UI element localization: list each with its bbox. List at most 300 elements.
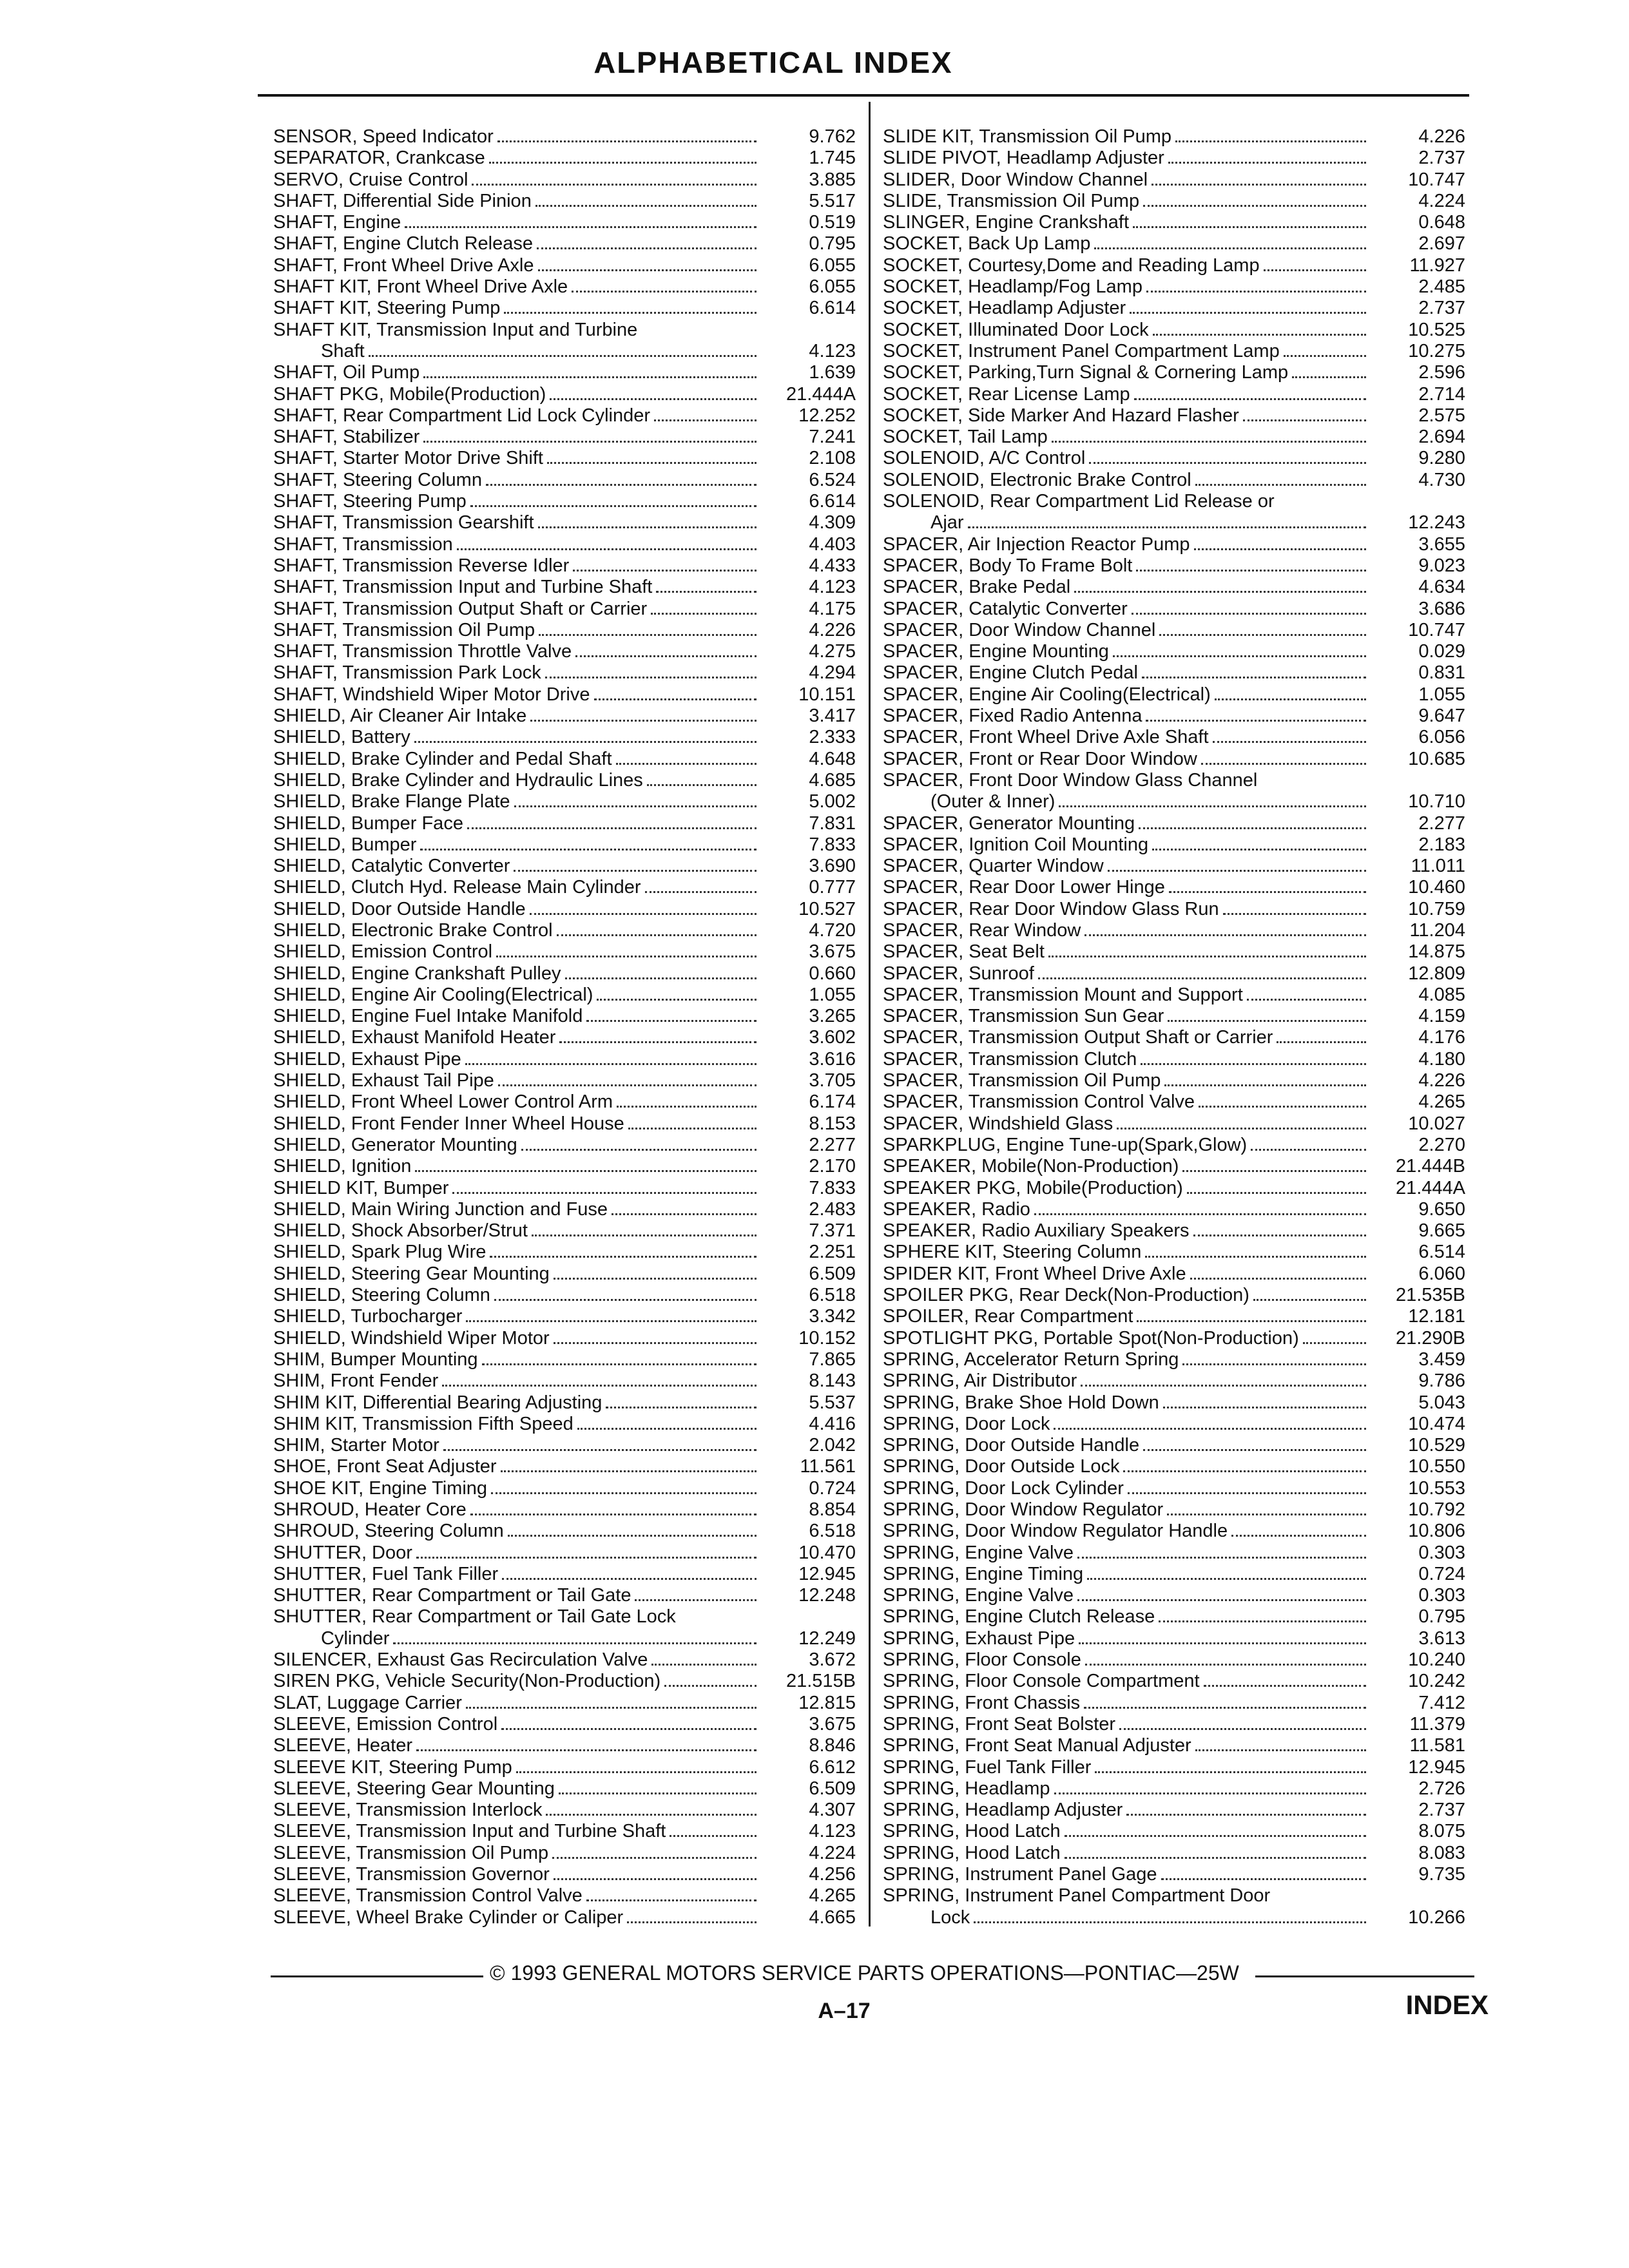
entry-reference-number: 9.650 bbox=[1418, 1198, 1465, 1220]
index-entry bbox=[883, 384, 1465, 405]
dot-leader bbox=[1087, 1578, 1366, 1580]
entry-reference-number: 2.737 bbox=[1418, 298, 1465, 319]
entry-name: SPRING, Fuel Tank Filler bbox=[883, 1756, 1092, 1778]
entry-name: SHIELD, Shock Absorber/Strut bbox=[273, 1220, 528, 1242]
entry-name: SHAFT, Oil Pump bbox=[273, 362, 420, 383]
dot-leader bbox=[1119, 1728, 1366, 1730]
entry-reference-number: 10.792 bbox=[1408, 1499, 1465, 1520]
entry-reference-number: 2.714 bbox=[1418, 383, 1465, 405]
dot-leader bbox=[550, 398, 757, 400]
entry-reference-number: 7.833 bbox=[809, 834, 856, 855]
entry-reference-number: 12.815 bbox=[798, 1692, 856, 1713]
entry-name: SHIELD, Electronic Brake Control bbox=[273, 919, 553, 941]
entry-reference-number: 3.675 bbox=[809, 1713, 856, 1735]
entry-name: SPRING, Door Window Regulator Handle bbox=[883, 1521, 1228, 1542]
index-entry bbox=[273, 148, 856, 169]
entry-name: SPEAKER, Radio Auxiliary Speakers bbox=[883, 1220, 1190, 1242]
entry-reference-number: 2.277 bbox=[809, 1134, 856, 1155]
index-entry bbox=[883, 941, 1465, 963]
entry-name: SPACER, Catalytic Converter bbox=[883, 598, 1128, 619]
entry-reference-number: 5.537 bbox=[809, 1392, 856, 1413]
entry-name: SHIELD, Turbocharger bbox=[273, 1306, 463, 1327]
index-entry bbox=[883, 856, 1465, 877]
entry-reference-number: 8.075 bbox=[1418, 1821, 1465, 1842]
entry-name: SHIELD, Brake Cylinder and Pedal Shaft bbox=[273, 748, 612, 769]
entry-reference-number: 6.518 bbox=[809, 1521, 856, 1542]
index-entry bbox=[883, 963, 1465, 985]
entry-reference-number: 6.060 bbox=[1418, 1263, 1465, 1284]
entry-name: SHIELD, Front Wheel Lower Control Arm bbox=[273, 1091, 613, 1113]
entry-reference-number: 10.529 bbox=[1408, 1435, 1465, 1456]
dot-leader bbox=[1094, 247, 1366, 249]
entry-reference-number: 12.249 bbox=[798, 1628, 856, 1649]
entry-reference-number: 0.777 bbox=[809, 877, 856, 898]
dot-leader bbox=[1077, 1599, 1366, 1601]
entry-reference-number: 6.056 bbox=[1418, 727, 1465, 748]
entry-reference-number: 2.251 bbox=[809, 1242, 856, 1263]
entry-name: SPRING, Door Lock Cylinder bbox=[883, 1477, 1124, 1499]
entry-reference-number: 6.614 bbox=[809, 298, 856, 319]
index-entry bbox=[883, 1456, 1465, 1477]
entry-name: SHAFT KIT, Steering Pump bbox=[273, 298, 501, 319]
entry-name: SHIELD, Steering Column bbox=[273, 1285, 490, 1306]
dot-leader bbox=[539, 634, 757, 636]
dot-leader bbox=[546, 1814, 757, 1816]
dot-leader bbox=[1182, 1170, 1366, 1172]
dot-leader bbox=[1243, 419, 1366, 421]
dot-leader bbox=[1077, 1557, 1366, 1559]
entry-reference-number: 8.846 bbox=[809, 1735, 856, 1756]
entry-name: SHOE KIT, Engine Timing bbox=[273, 1477, 488, 1499]
entry-name: SHAFT, Transmission Output Shaft or Carrier bbox=[273, 598, 648, 619]
index-entry bbox=[883, 1135, 1465, 1156]
index-entry bbox=[273, 1285, 856, 1306]
entry-name: SPRING, Front Seat Bolster bbox=[883, 1713, 1116, 1735]
index-entry bbox=[883, 555, 1465, 577]
dot-leader bbox=[1143, 205, 1366, 207]
entry-reference-number: 21.444A bbox=[1395, 1177, 1465, 1198]
entry-reference-number: 12.248 bbox=[798, 1585, 856, 1606]
dot-leader bbox=[647, 784, 757, 786]
dot-leader bbox=[405, 226, 757, 228]
index-entry bbox=[883, 1671, 1465, 1692]
dot-leader bbox=[1175, 140, 1366, 142]
entry-reference-number: 9.735 bbox=[1418, 1864, 1465, 1885]
entry-name: SHIELD, Main Wiring Junction and Fuse bbox=[273, 1198, 608, 1220]
entry-name: SHAFT KIT, Transmission Input and Turbine bbox=[273, 319, 638, 340]
entry-name: SHAFT, Transmission Park Lock bbox=[273, 662, 541, 684]
entry-reference-number: 10.027 bbox=[1408, 1113, 1465, 1134]
entry-name: SHAFT, Engine Clutch Release bbox=[273, 233, 533, 255]
entry-reference-number: 0.660 bbox=[809, 963, 856, 984]
entry-name: SHUTTER, Door bbox=[273, 1542, 412, 1563]
index-entry bbox=[273, 491, 856, 512]
entry-name: SPEAKER PKG, Mobile(Production) bbox=[883, 1177, 1183, 1198]
entry-name: SPRING, Hood Latch bbox=[883, 1842, 1061, 1863]
index-entry bbox=[273, 1414, 856, 1435]
entry-name: SHIELD, Bumper bbox=[273, 834, 417, 855]
dot-leader bbox=[508, 1535, 757, 1537]
footer-rule-right bbox=[1255, 1975, 1474, 1977]
entry-name: SOCKET, Rear License Lamp bbox=[883, 383, 1130, 405]
entry-reference-number: 11.561 bbox=[800, 1456, 856, 1477]
dot-leader bbox=[443, 1449, 757, 1451]
dot-leader bbox=[1123, 1470, 1366, 1472]
entry-name: SPRING, Instrument Panel Compartment Door bbox=[883, 1885, 1271, 1907]
dot-leader bbox=[627, 1921, 757, 1923]
dot-leader bbox=[616, 763, 757, 765]
index-entry bbox=[883, 1006, 1465, 1027]
dot-leader bbox=[1113, 655, 1366, 657]
dot-leader bbox=[1146, 720, 1366, 722]
entry-reference-number: 10.550 bbox=[1408, 1456, 1465, 1477]
entry-name: SHIELD, Exhaust Tail Pipe bbox=[273, 1070, 494, 1091]
index-entry bbox=[273, 405, 856, 427]
entry-name: SPACER, Seat Belt bbox=[883, 941, 1045, 963]
entry-name: SHAFT, Transmission Reverse Idler bbox=[273, 555, 570, 576]
entry-reference-number: 4.685 bbox=[809, 769, 856, 791]
dot-leader bbox=[532, 1235, 757, 1236]
dot-leader bbox=[442, 1385, 757, 1387]
dot-leader bbox=[1142, 677, 1366, 678]
entry-reference-number: 21.515B bbox=[786, 1671, 856, 1692]
dot-leader bbox=[1136, 570, 1366, 572]
entry-reference-number: 9.280 bbox=[1418, 448, 1465, 469]
entry-reference-number: 2.483 bbox=[809, 1198, 856, 1220]
entry-name: SHIM KIT, Differential Bearing Adjusting bbox=[273, 1392, 602, 1413]
index-entry bbox=[273, 1220, 856, 1242]
entry-name: SHIELD, Spark Plug Wire bbox=[273, 1242, 487, 1263]
entry-reference-number: 2.726 bbox=[1418, 1778, 1465, 1799]
entry-name: SPACER, Transmission Clutch bbox=[883, 1048, 1137, 1070]
entry-name: SOCKET, Back Up Lamp bbox=[883, 233, 1091, 255]
index-entry bbox=[883, 1714, 1465, 1735]
dot-leader bbox=[1247, 999, 1366, 1001]
entry-reference-number: 11.204 bbox=[1409, 919, 1465, 941]
entry-reference-number: 4.309 bbox=[809, 512, 856, 533]
entry-reference-number: 4.634 bbox=[1418, 577, 1465, 598]
index-entry bbox=[883, 212, 1465, 233]
index-entry bbox=[883, 985, 1465, 1006]
entry-reference-number: 2.270 bbox=[1418, 1134, 1465, 1155]
entry-reference-number: 4.307 bbox=[809, 1800, 856, 1821]
entry-name: SPOTLIGHT PKG, Portable Spot(Non-Production) bbox=[883, 1327, 1299, 1349]
dot-leader bbox=[656, 591, 757, 593]
entry-name: SOCKET, Parking,Turn Signal & Cornering Lamp bbox=[883, 362, 1289, 383]
entry-name: SHIELD, Engine Air Cooling(Electrical) bbox=[273, 984, 593, 1005]
entry-name: SHAFT, Front Wheel Drive Axle bbox=[273, 255, 534, 276]
entry-reference-number: 0.795 bbox=[1418, 1606, 1465, 1628]
entry-name: SHAFT, Starter Motor Drive Shift bbox=[273, 448, 543, 469]
dot-leader bbox=[1199, 1106, 1366, 1108]
entry-name: SHIELD, Battery bbox=[273, 727, 410, 748]
dot-leader bbox=[537, 247, 757, 249]
entry-reference-number: 6.614 bbox=[809, 491, 856, 512]
index-entry bbox=[273, 577, 856, 598]
entry-reference-number: 3.417 bbox=[809, 706, 856, 727]
dot-leader bbox=[501, 1728, 757, 1730]
entry-reference-number: 9.762 bbox=[809, 126, 856, 147]
entry-reference-number: 6.509 bbox=[809, 1778, 856, 1799]
entry-reference-number: 4.224 bbox=[1418, 190, 1465, 211]
entry-reference-number: 1.055 bbox=[809, 984, 856, 1005]
dot-leader bbox=[393, 1642, 757, 1644]
entry-name: SOCKET, Courtesy,Dome and Reading Lamp bbox=[883, 255, 1260, 276]
entry-reference-number: 8.153 bbox=[809, 1113, 856, 1134]
entry-reference-number: 21.535B bbox=[1395, 1285, 1465, 1306]
index-entry bbox=[273, 1693, 856, 1714]
entry-name: SPRING, Front Seat Manual Adjuster bbox=[883, 1735, 1191, 1756]
entry-reference-number: 4.123 bbox=[809, 1821, 856, 1842]
entry-reference-number: 2.575 bbox=[1418, 405, 1465, 426]
index-entry bbox=[883, 1521, 1465, 1542]
index-entry bbox=[883, 405, 1465, 427]
entry-reference-number: 8.083 bbox=[1418, 1842, 1465, 1863]
dot-leader bbox=[594, 698, 757, 700]
dot-leader bbox=[559, 1041, 757, 1043]
entry-name: SPACER, Rear Door Window Glass Run bbox=[883, 898, 1219, 919]
dot-leader bbox=[416, 1557, 757, 1559]
entry-reference-number: 2.737 bbox=[1418, 1800, 1465, 1821]
entry-reference-number: 4.403 bbox=[809, 533, 856, 555]
index-entry bbox=[273, 1821, 856, 1842]
dot-leader bbox=[1084, 1707, 1366, 1709]
entry-name: SPACER, Air Injection Reactor Pump bbox=[883, 533, 1190, 555]
index-entry bbox=[273, 1757, 856, 1778]
entry-reference-number: 9.665 bbox=[1418, 1220, 1465, 1242]
dot-leader bbox=[552, 1857, 757, 1859]
entry-name: SPRING, Headlamp bbox=[883, 1778, 1050, 1799]
dot-leader bbox=[573, 570, 757, 572]
entry-name: Shaft bbox=[321, 340, 365, 361]
index-entry bbox=[273, 1478, 856, 1499]
index-entry bbox=[273, 555, 856, 577]
entry-name: SHIELD, Windshield Wiper Motor bbox=[273, 1327, 550, 1349]
entry-reference-number: 10.710 bbox=[1408, 791, 1465, 812]
dot-leader bbox=[457, 548, 757, 550]
entry-reference-number: 4.226 bbox=[809, 619, 856, 640]
index-entry bbox=[273, 212, 856, 233]
entry-name: SLIDER, Door Window Channel bbox=[883, 169, 1148, 190]
index-entry bbox=[273, 169, 856, 191]
index-entry bbox=[273, 1606, 856, 1628]
entry-name: SLEEVE, Transmission Interlock bbox=[273, 1800, 543, 1821]
index-entry bbox=[273, 276, 856, 298]
dot-leader bbox=[1201, 763, 1366, 765]
dot-leader bbox=[494, 1299, 757, 1301]
entry-reference-number: 5.043 bbox=[1418, 1392, 1465, 1413]
dot-leader bbox=[452, 1192, 757, 1194]
entry-reference-number: 4.648 bbox=[809, 748, 856, 769]
entry-name: SEPARATOR, Crankcase bbox=[273, 148, 485, 169]
entry-reference-number: 7.241 bbox=[809, 427, 856, 448]
entry-reference-number: 6.055 bbox=[809, 255, 856, 276]
index-entry bbox=[273, 1885, 856, 1907]
entry-name: SOCKET, Illuminated Door Lock bbox=[883, 319, 1149, 340]
entry-name: SHROUD, Steering Column bbox=[273, 1521, 504, 1542]
index-entry bbox=[273, 985, 856, 1006]
entry-name: SHUTTER, Fuel Tank Filler bbox=[273, 1563, 499, 1584]
index-entry bbox=[273, 298, 856, 319]
index-entry bbox=[273, 1370, 856, 1392]
index-entry bbox=[273, 1070, 856, 1091]
dot-leader bbox=[514, 870, 757, 872]
index-entry bbox=[883, 191, 1465, 212]
entry-name: SLINGER, Engine Crankshaft bbox=[883, 212, 1130, 233]
entry-reference-number: 4.176 bbox=[1418, 1027, 1465, 1048]
dot-leader bbox=[1231, 1535, 1366, 1537]
entry-reference-number: 14.875 bbox=[1408, 941, 1465, 963]
entry-name: SHAFT, Rear Compartment Lid Lock Cylinder bbox=[273, 405, 651, 426]
dot-leader bbox=[465, 1063, 757, 1065]
entry-name: SLEEVE KIT, Steering Pump bbox=[273, 1756, 512, 1778]
dot-leader bbox=[466, 1707, 757, 1709]
entry-reference-number: 3.459 bbox=[1418, 1349, 1465, 1370]
entry-name: SPOILER PKG, Rear Deck(Non-Production) bbox=[883, 1285, 1249, 1306]
index-entry bbox=[883, 276, 1465, 298]
entry-name: SPACER, Transmission Sun Gear bbox=[883, 1006, 1164, 1027]
index-entry bbox=[883, 706, 1465, 727]
index-entry bbox=[273, 320, 856, 341]
entry-reference-number: 4.123 bbox=[809, 577, 856, 598]
entry-reference-number: 7.371 bbox=[809, 1220, 856, 1242]
entry-name: SHIELD, Front Fender Inner Wheel House bbox=[273, 1113, 624, 1134]
entry-reference-number: 0.724 bbox=[809, 1477, 856, 1499]
index-entry bbox=[273, 1649, 856, 1671]
dot-leader bbox=[1303, 1342, 1366, 1344]
index-entry bbox=[883, 1585, 1465, 1606]
entry-name: SHUTTER, Rear Compartment or Tail Gate Lock bbox=[273, 1606, 676, 1628]
entry-reference-number: 4.256 bbox=[809, 1864, 856, 1885]
entry-name: SHAFT, Transmission Input and Turbine Shaft bbox=[273, 577, 653, 598]
dot-leader bbox=[496, 956, 757, 957]
index-entry bbox=[883, 512, 1465, 533]
entry-name: SOLENOID, Rear Compartment Lid Release or bbox=[883, 491, 1275, 512]
index-entry bbox=[273, 1242, 856, 1263]
dot-leader bbox=[1193, 1235, 1367, 1236]
entry-reference-number: 2.042 bbox=[809, 1435, 856, 1456]
index-entry bbox=[883, 834, 1465, 856]
entry-name: SHIELD, Door Outside Handle bbox=[273, 898, 526, 919]
entry-reference-number: 4.180 bbox=[1418, 1048, 1465, 1070]
index-entry bbox=[883, 1542, 1465, 1564]
dot-leader bbox=[1159, 634, 1366, 636]
index-entry bbox=[273, 191, 856, 212]
entry-reference-number: 0.029 bbox=[1418, 641, 1465, 662]
dot-leader bbox=[1169, 891, 1366, 893]
entry-reference-number: 3.885 bbox=[809, 169, 856, 190]
entry-name: (Outer & Inner) bbox=[930, 791, 1055, 812]
entry-reference-number: 9.647 bbox=[1418, 706, 1465, 727]
index-entry bbox=[883, 684, 1465, 706]
index-entry bbox=[883, 1370, 1465, 1392]
entry-name: SHAFT, Engine bbox=[273, 212, 401, 233]
index-entry bbox=[273, 834, 856, 856]
entry-reference-number: 7.831 bbox=[809, 812, 856, 834]
index-entry bbox=[273, 534, 856, 555]
entry-reference-number: 2.333 bbox=[809, 727, 856, 748]
index-entry bbox=[273, 1714, 856, 1735]
dot-leader bbox=[1164, 1084, 1366, 1086]
entry-reference-number: 4.159 bbox=[1418, 1006, 1465, 1027]
entry-name: SLEEVE, Transmission Governor bbox=[273, 1864, 550, 1885]
dot-leader bbox=[521, 1149, 757, 1151]
entry-reference-number: 7.833 bbox=[809, 1177, 856, 1198]
dot-leader bbox=[670, 1835, 757, 1837]
dot-leader bbox=[617, 1106, 757, 1108]
entry-name: SHIELD, Emission Control bbox=[273, 941, 493, 963]
entry-name: SHAFT, Transmission Throttle Valve bbox=[273, 641, 572, 662]
entry-reference-number: 2.108 bbox=[809, 448, 856, 469]
entry-reference-number: 3.613 bbox=[1418, 1628, 1465, 1649]
entry-reference-number: 7.412 bbox=[1418, 1692, 1465, 1713]
entry-name: SLEEVE, Emission Control bbox=[273, 1713, 498, 1735]
index-entry bbox=[273, 941, 856, 963]
entry-name: SHIM, Starter Motor bbox=[273, 1435, 439, 1456]
dot-leader bbox=[1187, 1192, 1366, 1194]
index-entry bbox=[883, 1242, 1465, 1263]
index-entry bbox=[883, 1499, 1465, 1521]
entry-name: SPRING, Engine Valve bbox=[883, 1585, 1074, 1606]
dot-leader bbox=[414, 741, 757, 743]
index-entry bbox=[883, 1285, 1465, 1306]
entry-reference-number: 4.226 bbox=[1418, 126, 1465, 147]
dot-leader bbox=[651, 613, 757, 615]
dot-leader bbox=[423, 441, 757, 443]
index-entry bbox=[883, 1649, 1465, 1671]
index-entry bbox=[273, 341, 856, 362]
entry-name: SPACER, Transmission Mount and Support bbox=[883, 984, 1243, 1005]
index-entry bbox=[273, 770, 856, 791]
dot-leader bbox=[1132, 613, 1366, 615]
entry-name: SENSOR, Speed Indicator bbox=[273, 126, 494, 147]
footer-rule-left bbox=[271, 1975, 483, 1977]
entry-reference-number: 3.686 bbox=[1418, 598, 1465, 619]
entry-name: SPARKPLUG, Engine Tune-up(Spark,Glow) bbox=[883, 1134, 1248, 1155]
index-entry bbox=[883, 1864, 1465, 1885]
index-entry bbox=[273, 255, 856, 276]
entry-name: SPACER, Front Door Window Glass Channel bbox=[883, 769, 1258, 791]
entry-reference-number: 12.809 bbox=[1408, 963, 1465, 984]
entry-name: SHIM KIT, Transmission Fifth Speed bbox=[273, 1413, 574, 1434]
index-entry bbox=[883, 298, 1465, 319]
entry-reference-number: 10.806 bbox=[1408, 1521, 1465, 1542]
entry-reference-number: 10.151 bbox=[798, 684, 856, 705]
entry-name: SHIM, Bumper Mounting bbox=[273, 1349, 478, 1370]
entry-reference-number: 3.675 bbox=[809, 941, 856, 963]
entry-reference-number: 10.525 bbox=[1408, 319, 1465, 340]
index-entry bbox=[883, 1199, 1465, 1220]
index-entry bbox=[273, 727, 856, 748]
entry-reference-number: 3.672 bbox=[809, 1649, 856, 1671]
index-entry bbox=[273, 1006, 856, 1027]
entry-name: SLAT, Luggage Carrier bbox=[273, 1692, 462, 1713]
left-index-column bbox=[273, 126, 856, 1928]
entry-name: SPRING, Instrument Panel Gage bbox=[883, 1864, 1157, 1885]
index-entry bbox=[273, 470, 856, 491]
entry-name: SHIELD, Air Cleaner Air Intake bbox=[273, 706, 527, 727]
dot-leader bbox=[1074, 591, 1366, 593]
entry-name: SLEEVE, Transmission Input and Turbine Shaft bbox=[273, 1821, 666, 1842]
entry-reference-number: 21.290B bbox=[1395, 1327, 1465, 1349]
entry-name: SPACER, Sunroof bbox=[883, 963, 1034, 984]
entry-reference-number: 10.759 bbox=[1408, 898, 1465, 919]
entry-name: SHIELD, Exhaust Pipe bbox=[273, 1048, 461, 1070]
entry-name: SHIELD, Engine Crankshaft Pulley bbox=[273, 963, 561, 984]
entry-name: SPACER, Body To Frame Bolt bbox=[883, 555, 1133, 576]
index-entry bbox=[273, 749, 856, 770]
entry-reference-number: 4.275 bbox=[809, 641, 856, 662]
